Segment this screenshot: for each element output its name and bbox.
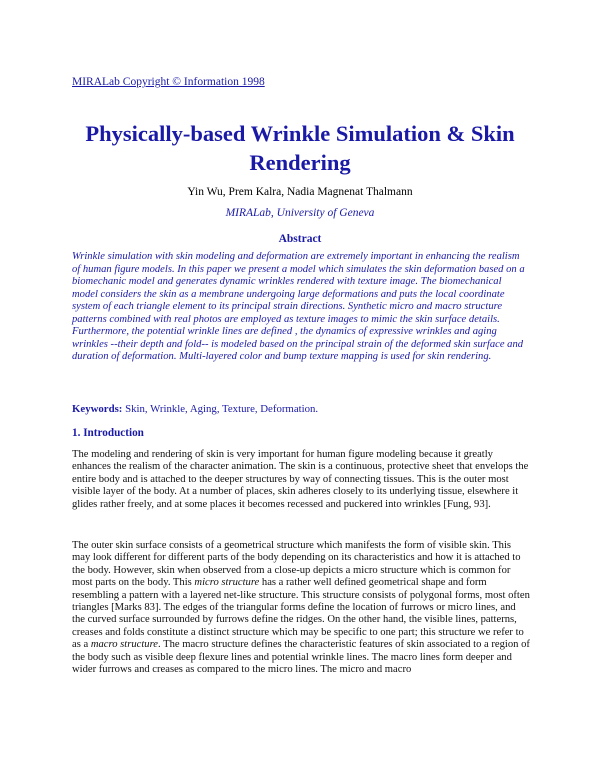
- paper-affiliation: MIRALab, University of Geneva: [225, 207, 375, 219]
- paper-title: Physically-based Wrinkle Simulation & Skin Rendering: [85, 121, 515, 175]
- introduction-paragraph-2: [72, 540, 530, 676]
- abstract-text: Wrinkle simulation with skin modeling and deformation are extremely important in enhancing the realism of human figure models. In this paper we present a model which simulates the skin deformation based on a biomechanic model and generates dynamic wrinkles rendered with texture image. The biomechanical model considers the skin as a membrane undergoing large deformations and puts the local coordinate system of each triangle element to its principal strain directions. Synthetic micro and macro structure patterns combined with real photos are employed as texture images to mimic the skin surface details. Furthermore, the potential wrinkle lines are defined , the dynamics of expressive wrinkles and aging wrinkles --their depth and fold-- is modeled based on the principal strain of the deformed skin surface and duration of deformation. Multi-layered color and bump texture mapping is used for skin rendering.: [72, 251, 525, 362]
- introduction-paragraph-1: The modeling and rendering of skin is very important for human figure modeling because it greatly enhances the realism of the character animation. The skin is a continuous, protective sheet that envelops the entire body and is attached to the deeper structures by way of connecting tissues. This is the outer most visible layer of the body. At a number of places, skin adheres closely to its underlying tissue, elsewhere it glides rather freely, and at some places it becomes recessed and puckered into wrinkles [Fung, 93].: [72, 449, 529, 510]
- paper-authors: Yin Wu, Prem Kalra, Nadia Magnenat Thalmann: [187, 186, 413, 198]
- section-heading-introduction: 1. Introduction: [72, 427, 144, 439]
- micro-structure-term: micro structure: [194, 577, 260, 589]
- para2-text-b: has a rather well defined geometrical shape and form resembling a pattern with a layered net-like structure. This structure consists of polygonal forms, most often triangles [Marks 83]. The edges of the triangular forms define the location of furrows or micro lines, and the curved surface surrounded by furrows define the ridges. On the other hand, the visible lines, patterns, creases and folds constitute a distinct structure which may be specific to one part; this structure we refer to as a: [72, 577, 530, 651]
- copyright-link[interactable]: MIRALab Copyright © Information 1998: [72, 76, 265, 88]
- keywords-label: Keywords:: [72, 403, 123, 415]
- keywords-value: Skin, Wrinkle, Aging, Texture, Deformation.: [125, 403, 319, 415]
- para2-text-a: The outer skin surface consists of a geometrical structure which manifests the form of visible skin. This may look different for different parts of the body depending on its characteristics and how it is attached to the body. However, skin when observed from a close-up depicts a micro structure which is common for most parts on the body. This: [72, 540, 521, 589]
- macro-structure-term: macro structure: [90, 639, 159, 651]
- abstract-heading: Abstract: [278, 233, 322, 245]
- para2-text-c: . The macro structure defines the characteristic features of skin associated to a region of the body such as visible deep flexure lines and potential wrinkle lines. The macro lines form deeper and wider furrows and creases as compared to the micro lines. The micro and macro: [72, 639, 530, 676]
- keywords-line: [72, 403, 530, 415]
